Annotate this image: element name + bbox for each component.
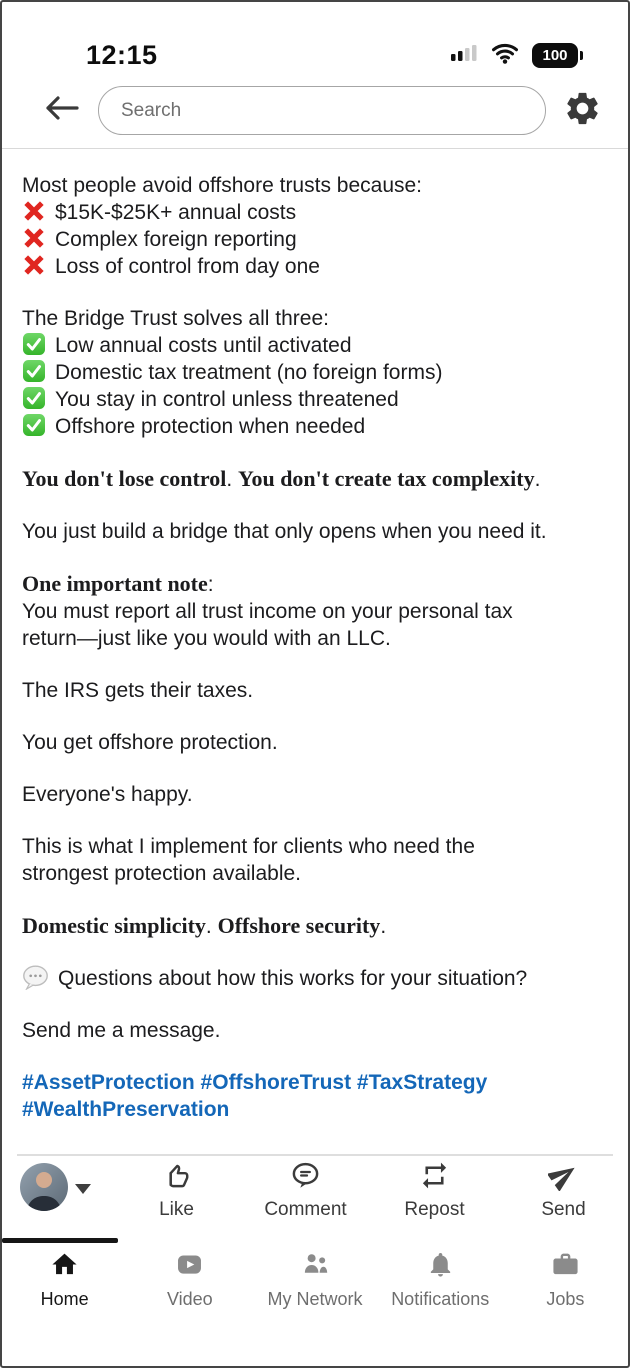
- home-icon: [50, 1250, 79, 1284]
- post-text: Domestic simplicity: [22, 913, 206, 938]
- clock-time: 12:15: [86, 40, 158, 70]
- battery-icon: [532, 43, 578, 68]
- divider: [17, 1154, 613, 1156]
- hashtag-link[interactable]: #AssetProtection #OffshoreTrust #TaxStrategy: [22, 1071, 488, 1094]
- repost-icon: [419, 1160, 450, 1197]
- jobs-icon: [551, 1250, 580, 1284]
- nav-item-video[interactable]: [127, 1250, 252, 1310]
- video-icon: [175, 1250, 204, 1284]
- send-button[interactable]: [499, 1160, 628, 1221]
- nav-label: Video: [166, 1289, 213, 1309]
- check-icon: [22, 413, 46, 440]
- post-paragraph: [22, 1017, 608, 1044]
- like-label: Like: [159, 1199, 194, 1220]
- post-text: Everyone's happy.: [22, 783, 193, 806]
- nav-item-my-network[interactable]: [252, 1250, 377, 1310]
- post-paragraph: [22, 305, 608, 440]
- post-text: You just build a bridge that only opens when you need it.: [22, 520, 547, 543]
- cross-icon: [22, 199, 46, 226]
- post-body: [2, 149, 628, 1123]
- bottom-nav: [2, 1250, 628, 1310]
- post-text: You stay in control unless threatened: [55, 388, 399, 411]
- post-paragraph: [22, 833, 608, 887]
- post-text: You get offshore protection.: [22, 731, 278, 754]
- nav-label: Jobs: [546, 1289, 585, 1309]
- search-bar[interactable]: [98, 86, 546, 135]
- app-header: [2, 71, 628, 149]
- post-paragraph: [22, 781, 608, 808]
- post-text: return—just like you would with an LLC.: [22, 627, 391, 650]
- avatar[interactable]: [20, 1163, 68, 1216]
- post-text: Loss of control from day one: [55, 255, 320, 278]
- post-action-bar: [2, 1160, 628, 1221]
- cellular-signal-icon: [451, 43, 478, 68]
- post-text: strongest protection available.: [22, 862, 301, 885]
- post-paragraph: [22, 965, 608, 992]
- check-icon: [22, 359, 46, 386]
- comment-label: Comment: [264, 1199, 347, 1220]
- post-text: This is what I implement for clients who need the: [22, 835, 475, 858]
- back-arrow-icon[interactable]: [44, 94, 81, 127]
- post-text: :: [207, 573, 214, 596]
- nav-label: Notifications: [391, 1289, 490, 1309]
- post-text: Questions about how this works for your situation?: [58, 967, 528, 990]
- post-paragraph: [22, 570, 608, 652]
- chevron-down-icon: [75, 1184, 91, 1194]
- post-text: Offshore protection when needed: [55, 415, 366, 438]
- nav-item-notifications[interactable]: [378, 1250, 503, 1310]
- send-label: Send: [541, 1199, 586, 1220]
- post-text: .: [205, 915, 218, 938]
- cross-icon: [22, 226, 46, 253]
- post-paragraph: [22, 912, 608, 940]
- post-text: The Bridge Trust solves all three:: [22, 307, 329, 330]
- comment-button[interactable]: [241, 1160, 370, 1221]
- post-text: Offshore security: [217, 913, 381, 938]
- post-text: You must report all trust income on your personal tax: [22, 600, 513, 623]
- post-paragraph: [22, 677, 608, 704]
- post-text: .: [534, 468, 541, 491]
- active-tab-indicator: [2, 1238, 118, 1243]
- nav-label: Home: [40, 1289, 89, 1309]
- settings-gear-icon[interactable]: [563, 89, 602, 133]
- post-text: Send me a message.: [22, 1019, 221, 1042]
- post-text: $15K-$25K+ annual costs: [55, 201, 297, 224]
- cross-icon: [22, 253, 46, 280]
- like-icon: [161, 1160, 192, 1197]
- post-text: .: [380, 915, 387, 938]
- post-text: Most people avoid offshore trusts because:: [22, 174, 423, 197]
- status-icons: [451, 42, 578, 69]
- battery-percent: 100: [542, 47, 568, 64]
- post-paragraph: [22, 172, 608, 280]
- post-paragraph: [22, 729, 608, 756]
- repost-label: Repost: [404, 1199, 465, 1220]
- check-icon: [22, 386, 46, 413]
- status-bar: [2, 2, 628, 71]
- post-text: Domestic tax treatment (no foreign forms): [55, 361, 443, 384]
- reaction-identity-switcher[interactable]: [2, 1160, 112, 1218]
- send-icon: [548, 1160, 579, 1197]
- notifications-icon: [426, 1250, 455, 1284]
- post-paragraph: [22, 465, 608, 493]
- post-text: .: [226, 468, 239, 491]
- post-paragraph: [22, 518, 608, 545]
- nav-label: My Network: [267, 1289, 363, 1309]
- speech-icon: [22, 965, 49, 992]
- nav-item-jobs[interactable]: [503, 1250, 628, 1310]
- post-text: Complex foreign reporting: [55, 228, 297, 251]
- post-text: You don't lose control: [22, 466, 227, 491]
- post-text: Low annual costs until activated: [55, 334, 352, 357]
- check-icon: [22, 332, 46, 359]
- like-button[interactable]: [112, 1160, 241, 1221]
- post-text: One important note: [22, 571, 208, 596]
- post-text: The IRS gets their taxes.: [22, 679, 254, 702]
- search-input[interactable]: [119, 99, 525, 123]
- comment-icon: [290, 1160, 321, 1197]
- repost-button[interactable]: [370, 1160, 499, 1221]
- hashtag-link[interactable]: #WealthPreservation: [22, 1098, 230, 1121]
- nav-item-home[interactable]: [2, 1250, 127, 1310]
- post-text: You don't create tax complexity: [238, 466, 535, 491]
- post-paragraph: [22, 1069, 608, 1123]
- my-network-icon: [301, 1250, 330, 1284]
- wifi-icon: [490, 42, 520, 69]
